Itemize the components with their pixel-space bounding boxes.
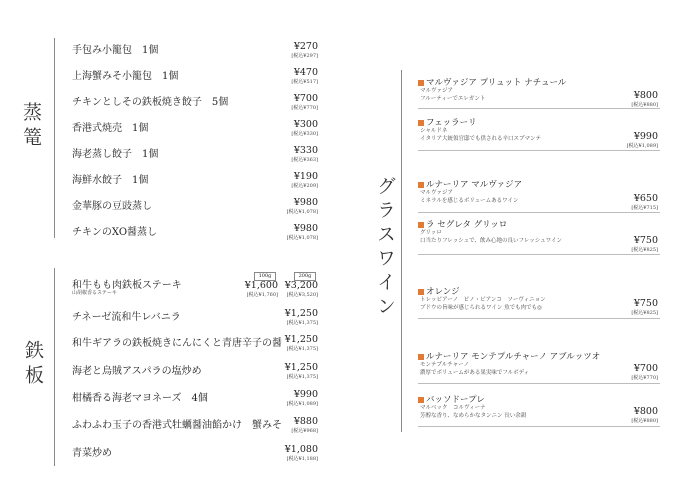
menu-item-price: ¥700 — [293, 93, 318, 104]
bullet-square-icon — [418, 354, 424, 360]
wine-tax: [税込¥1,089] — [626, 143, 658, 149]
wine-price: ¥700 — [633, 363, 658, 374]
wine-grape: マルベック コルヴィーナ — [420, 405, 486, 411]
wine-grape: グリッロ — [420, 230, 442, 236]
menu-item-tax: [税込¥770] — [291, 105, 318, 111]
menu-item-tax: [税込¥1,078] — [286, 209, 318, 215]
menu-item-name: 金華豚の豆豉蒸し — [72, 201, 152, 212]
wine-name: ラ セグレタ グリッロ — [426, 220, 508, 230]
menu-item-price: ¥1,080 — [284, 444, 318, 455]
wine-tax: [税込¥715] — [631, 205, 658, 211]
wine-description: フルーティーでエレガント — [420, 96, 486, 102]
steak-tax-100g: [税込¥1,760] — [246, 292, 278, 298]
menu-item-tax: [税込¥209] — [291, 183, 318, 189]
wine-description: イタリア大統領官邸でも供される辛口スプマンテ — [420, 136, 542, 142]
wine-price: ¥800 — [633, 406, 658, 417]
wine-name: フェッラーリ — [426, 118, 477, 128]
menu-item-tax: [税込¥297] — [291, 53, 318, 59]
menu-item-price: ¥190 — [293, 171, 318, 182]
menu-item-price: ¥1,250 — [284, 308, 318, 319]
menu-item-name: チキンのXO醤蒸し — [72, 227, 158, 238]
menu-item-price: ¥980 — [293, 197, 318, 208]
bullet-square-icon — [418, 80, 424, 86]
wine-separator — [418, 254, 660, 255]
wine-price: ¥750 — [633, 235, 658, 246]
menu-item-price: ¥470 — [293, 67, 318, 78]
menu-item-tax: [税込¥330] — [291, 131, 318, 137]
menu-item-name: 柑橘香る海老マヨネーズ 4個 — [72, 393, 208, 404]
wine-separator — [418, 108, 660, 109]
menu-item-price: ¥270 — [293, 41, 318, 52]
glass-wine-title: グラスワイン — [374, 176, 396, 320]
menu-item-name: 海鮮水餃子 1個 — [72, 175, 149, 186]
menu-item-tax: [税込¥1,089] — [286, 401, 318, 407]
wine-tax: [税込¥825] — [631, 247, 658, 253]
menu-item-name: チネーゼ流和牛レバニラ — [72, 312, 181, 323]
wine-tax: [税込¥770] — [631, 375, 658, 381]
menu-item-price: ¥1,250 — [284, 334, 318, 345]
wine-grape: トレッビアーノ ピノ・ビアンコ ソーヴィニョン — [420, 297, 546, 303]
menu-item-tax: [税込¥1,375] — [286, 320, 318, 326]
wine-description: ミネラルを感じるボリュームあるワイン — [420, 198, 519, 204]
wine-name: バッソドープレ — [426, 395, 485, 405]
menu-item-price: ¥990 — [293, 389, 318, 400]
menu-item-name: ふわふわ玉子の香港式牡蠣醤油餡かけ 蟹みそ — [72, 420, 282, 431]
menu-item-name: 海老蒸し餃子 1個 — [72, 149, 159, 160]
menu-item-tax: [税込¥517] — [291, 79, 318, 85]
menu-item-tax: [税込¥1,375] — [286, 374, 318, 380]
wine-description: 濃厚でボリュームがある果実味でフルボディ — [420, 370, 530, 376]
wine-divider — [401, 70, 402, 432]
wine-grape: モンテプルチャーノ — [420, 362, 470, 368]
dim-sum-divider — [54, 38, 55, 238]
wine-name: ルナーリア モンテプルチャーノ アブルッツオ — [426, 352, 601, 362]
steak-name: 和牛もも肉鉄板ステーキ — [72, 280, 182, 291]
wine-tax: [税込¥880] — [631, 418, 658, 424]
menu-item-tax: [税込¥968] — [291, 428, 318, 434]
menu-item-name: 手包み小籠包 1個 — [72, 45, 159, 56]
bullet-square-icon — [418, 397, 424, 403]
menu-item-tax: [税込¥1,375] — [286, 346, 318, 352]
menu-item-tax: [税込¥1,188] — [286, 456, 318, 462]
steak-price-100g: ¥1,600 — [244, 280, 278, 291]
menu-item-price: ¥980 — [293, 223, 318, 234]
menu-item-tax: [税込¥1,078] — [286, 235, 318, 241]
menu-item-name: 青菜炒め — [72, 448, 112, 459]
wine-name: ルナーリア マルヴァジア — [426, 180, 523, 190]
wine-tax: [税込¥880] — [631, 102, 658, 108]
menu-item-price: ¥330 — [293, 145, 318, 156]
bullet-square-icon — [418, 289, 424, 295]
wine-separator — [418, 383, 660, 384]
wine-grape: マルヴァジア — [420, 88, 453, 94]
wine-name: マルヴァジア プリュット ナチュール — [426, 78, 567, 88]
size-100g-badge: 100g — [254, 272, 276, 281]
wine-separator — [418, 318, 660, 319]
wine-separator — [418, 150, 660, 151]
wine-price: ¥800 — [633, 90, 658, 101]
teppan-title: 鉄板 — [22, 340, 44, 390]
wine-price: ¥990 — [633, 131, 658, 142]
steak-subtitle: 山胡椒香るステーキ — [72, 290, 117, 296]
wine-description: 芳醇な香り、なめらかなタンニン 長い余韻 — [420, 413, 527, 419]
bullet-square-icon — [418, 222, 424, 228]
menu-item-name: 和牛ギアラの鉄板焼きにんにくと青唐辛子の醤 — [72, 338, 282, 349]
menu-item-tax: [税込¥363] — [291, 157, 318, 163]
menu-item-name: 上海蟹みそ小籠包 1個 — [72, 71, 179, 82]
bullet-square-icon — [418, 182, 424, 188]
steak-tax-200g: [税込¥3,520] — [286, 292, 318, 298]
dim-sum-title: 蒸篭 — [20, 102, 42, 152]
menu-item-price: ¥300 — [293, 119, 318, 130]
menu-item-name: チキンとしその鉄板焼き餃子 5個 — [72, 97, 229, 108]
wine-price: ¥750 — [633, 298, 658, 309]
wine-description: 口当たりフレッシュで、飲み心地の良いフレッシュワイン — [420, 238, 562, 244]
steak-price-200g: ¥3,200 — [284, 280, 318, 291]
wine-name: オレンジ — [426, 287, 460, 297]
teppan-divider — [54, 268, 55, 466]
bullet-square-icon — [418, 120, 424, 126]
wine-grape: マルヴァジア — [420, 190, 453, 196]
wine-separator — [418, 426, 660, 427]
wine-grape: シャルドネ — [420, 128, 448, 134]
wine-tax: [税込¥825] — [631, 310, 658, 316]
menu-item-name: 海老と烏賊アスパラの塩炒め — [72, 366, 202, 377]
wine-price: ¥650 — [633, 193, 658, 204]
size-200g-badge: 200g — [294, 272, 316, 281]
menu-item-name: 香港式焼売 1個 — [72, 123, 149, 134]
wine-separator — [418, 212, 660, 213]
menu-item-price: ¥1,250 — [284, 362, 318, 373]
wine-description: ブドウの旨味が感じられるワイン 魚でも肉でも◎ — [420, 305, 542, 311]
menu-item-price: ¥880 — [293, 416, 318, 427]
